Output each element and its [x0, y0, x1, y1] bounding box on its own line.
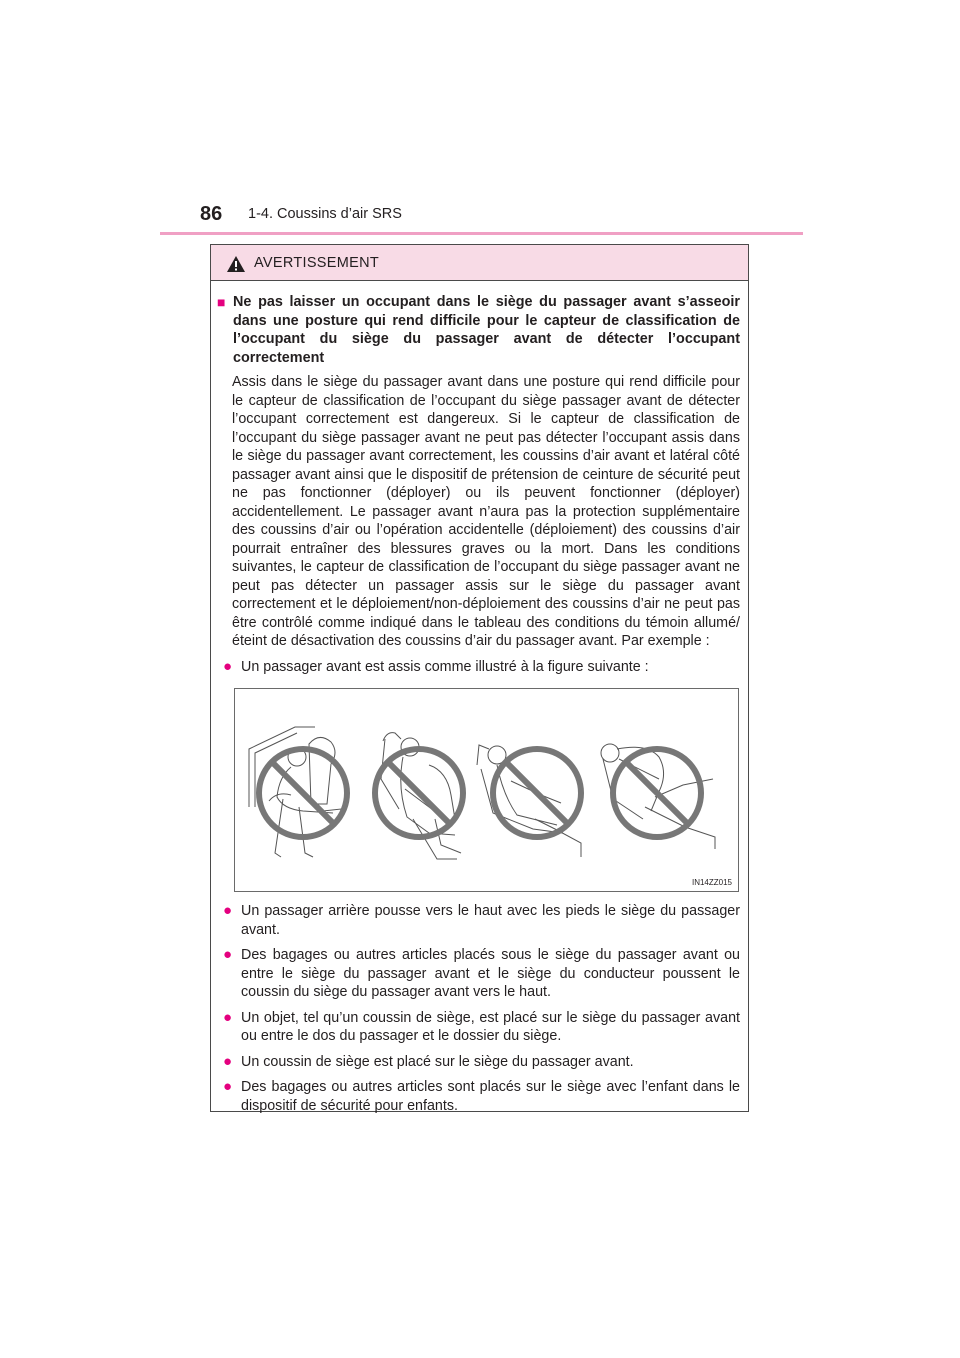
page-number: 86: [200, 203, 223, 225]
figure-code: IN14ZZ015: [691, 878, 732, 887]
bullet-item: [223, 1053, 740, 1072]
bullet-item: [223, 658, 740, 677]
posture-illustration-svg: [235, 689, 740, 893]
bullet-text: Des bagages ou autres articles placés sous le siège du passager avant ou entre le siège du passager avant et le siège du conducteur poussent le coussin du siège du passager avant vers le haut.: [241, 947, 740, 1000]
bullet-dot-icon: ●: [223, 1052, 233, 1070]
bullet-item: [223, 902, 740, 939]
prohibition-icon: [493, 749, 581, 837]
warning-paragraph: Assis dans le siège du passager avant dans une posture qui rend difficile pour le capteur de classification de l’occupant du siège passager avant de détecter l’occupant correctement est dangereux. Si le capteur de classification de l’occupant du siège passager avant ne peut pas détecter l’occupant assis dans le siège du passager avant correctement, les coussins d’air avant et latéral côté passager avant ainsi que le dispositif de prétension de ceinture de sécurité peut ne pas fonctionner (déployer) ou ils peuvent fonctionner (déployer) accidentellement. Le passager avant n’aura pas la protection supplémentaire des coussins d’air ou l’opération accidentelle (déploiement) des coussins d’air pourrait entraîner des blessures graves ou la mort. Dans les conditions suivantes, le capteur de classification de l’occupant du siège passager avant ne peut pas détecter un passager assis sur le siège du passager avant correctement et le déploiement/non-déploiement des coussins d’air ne peut pas être contrôlé comme indiqué dans le tableau des conditions du témoin allumé/éteint de désactivation des coussins d’air du passager avant. Par exemple :: [232, 374, 740, 649]
bullet-dot-icon: ●: [223, 657, 233, 675]
square-bullet-icon: ■: [217, 294, 226, 310]
prohibition-icon: [259, 749, 347, 837]
warning-title: AVERTISSEMENT: [254, 254, 380, 271]
warning-content: [211, 281, 748, 1115]
bullet-text: Un passager avant est assis comme illustré à la figure suivante :: [241, 658, 649, 675]
bullet-list: [217, 902, 740, 1115]
warning-header: [211, 245, 748, 281]
bullet-dot-icon: ●: [223, 902, 233, 919]
bullet-text: Un objet, tel qu’un coussin de siège, est placé sur le siège du passager avant ou entre le dos du passager et le dossier du siège.: [241, 1009, 740, 1044]
warning-triangle-icon: [226, 255, 246, 273]
bullet-text: Des bagages ou autres articles sont placés sur le siège avec l’enfant dans le dispositif de sécurité pour enfants.: [241, 1079, 740, 1114]
bullet-item: [223, 1078, 740, 1115]
warning-box: [210, 244, 749, 1112]
bullet-text: Un coussin de siège est placé sur le siège du passager avant.: [241, 1053, 634, 1070]
header-rule: [160, 232, 803, 235]
prohibition-icon: [375, 749, 463, 837]
bullet-item: [223, 1009, 740, 1046]
warning-heading: [217, 293, 740, 367]
prohibition-icon: [613, 749, 701, 837]
warning-heading-text: Ne pas laisser un occupant dans le siège du passager avant s’asseoir dans une posture qui rend difficile pour le capteur de classification de l’occupant du siège du passager avant de détecter l’occupant correctement: [233, 294, 740, 366]
bullet-dot-icon: ●: [223, 1008, 233, 1026]
section-title: 1-4. Coussins d’air SRS: [248, 206, 402, 222]
posture-illustration: [234, 688, 739, 892]
bullet-item: [223, 946, 740, 1002]
bullet-dot-icon: ●: [223, 1078, 233, 1095]
bullet-dot-icon: ●: [223, 946, 233, 963]
bullet-text: Un passager arrière pousse vers le haut avec les pieds le siège du passager avant.: [241, 903, 740, 938]
